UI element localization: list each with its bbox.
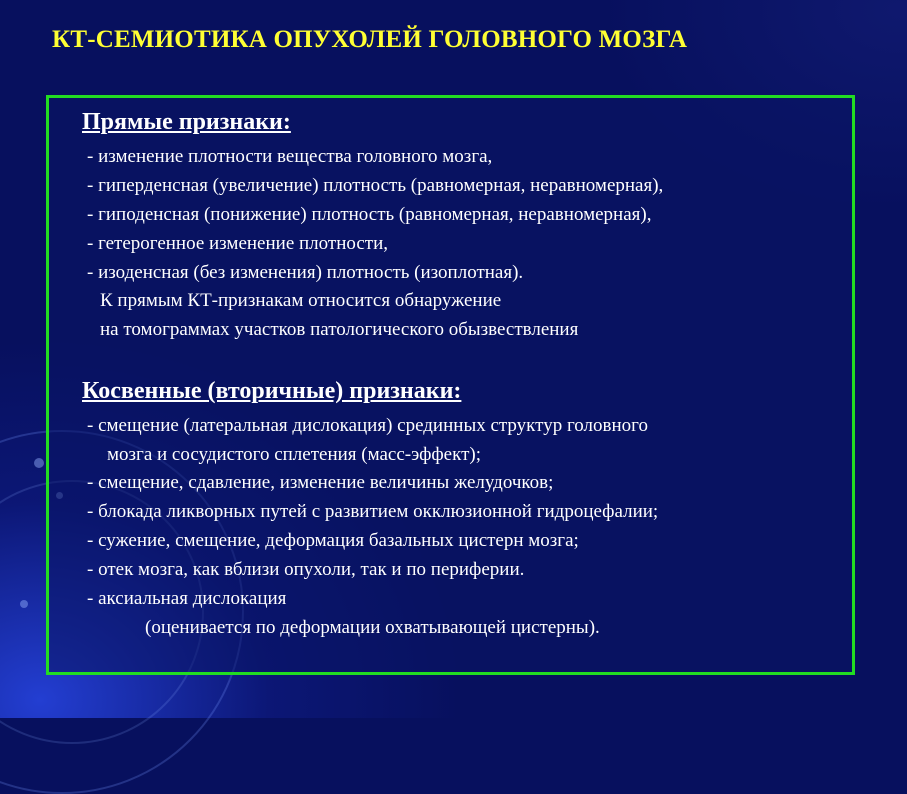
indirect-sign-line: - блокада ликворных путей с развитием окклюзионной гидроцефалии; [87, 501, 659, 522]
direct-sign-line: - изменение плотности вещества головного мозга, [87, 146, 493, 167]
slide-title: КТ-СЕМИОТИКА ОПУХОЛЕЙ ГОЛОВНОГО МОЗГА [52, 26, 688, 53]
direct-sign-line: - изоденсная (без изменения) плотность (изоплотная). [87, 262, 524, 283]
indirect-sign-line: - отек мозга, как вблизи опухоли, так и по периферии. [87, 559, 525, 580]
indirect-sign-line: - аксиальная дислокация [87, 588, 287, 609]
indirect-sign-line: - смещение (латеральная дислокация) срединных структур головного [87, 415, 648, 436]
indirect-sign-line: - смещение, сдавление, изменение величины желудочков; [87, 472, 554, 493]
indirect-signs-heading: Косвенные (вторичные) признаки: [82, 378, 462, 404]
indirect-sign-line: - сужение, смещение, деформация базальных цистерн мозга; [87, 530, 579, 551]
direct-signs-heading: Прямые признаки: [82, 109, 291, 135]
background-dot [34, 458, 44, 468]
direct-sign-note: на томограммах участков патологического обызвествления [100, 319, 579, 340]
direct-sign-line: - гиперденсная (увеличение) плотность (равномерная, неравномерная), [87, 175, 664, 196]
direct-sign-note: К прямым КТ-признакам относится обнаружение [100, 290, 502, 311]
content-panel [46, 95, 855, 675]
indirect-sign-line: (оценивается по деформации охватывающей цистерны). [145, 617, 600, 638]
background-dot [20, 600, 28, 608]
indirect-sign-line: мозга и сосудистого сплетения (масс-эффект); [107, 444, 482, 465]
direct-sign-line: - гетерогенное изменение плотности, [87, 233, 388, 254]
direct-sign-line: - гиподенсная (понижение) плотность (равномерная, неравномерная), [87, 204, 652, 225]
